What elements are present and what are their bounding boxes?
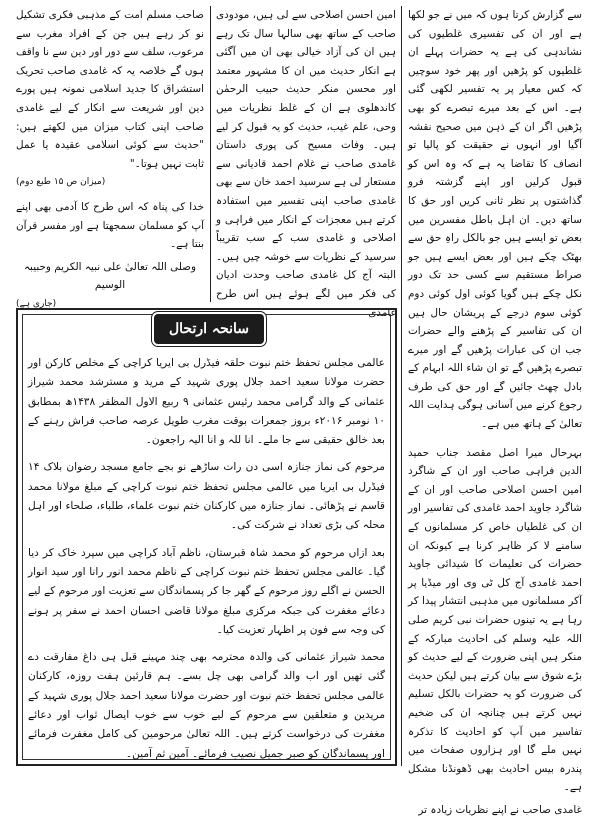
column-divider-right <box>401 6 402 766</box>
obituary-text <box>28 354 385 758</box>
middle-column <box>216 6 396 319</box>
left-column <box>16 6 204 309</box>
right-paragraph-2: بہرحال میرا اصل مقصد جناب حمید الدین فراہی صاحب اور ان کے شاگرد امین احسن اصلاحی صاحب اور ان کے شاگرد جاوید احمد غامدی کی تفاسیر اور ان کی غلطیاں خاص کر مسلمانوں کے سامنے لا کر ظاہر کرنا ہے کیونکہ ان حضرات کی تعلیمات کا شیدائی جاوید احمد غامدی آج کل ٹی وی اور میڈیا پر آکر مسلمانوں میں مذہبی انتشار پیدا کر رہا ہے یہ تینوں حضرات نبی کریم صلی اللہ علیہ وسلم کی احادیث مبارکہ کے منکر ہیں اپنی ضرورت کے لیے حدیث کو بڑے شوق سے بیان کرتے ہیں لیکن حدیث کی ضرورت کو یہ حضرات بالکل تسلیم نہیں کرتے ہیں چنانچہ ان کی ضخیم تفاسیر میں آپ کو احادیث کا تذکرہ نہیں ملے گا اور ہزاروں صفحات میں پندرہ بیس احادیث بھی ڈھونڈنا مشکل ہے۔ <box>408 446 582 794</box>
obituary-paragraph-3: بعد ازاں مرحوم کو محمد شاہ قبرستان، ناظم آباد کراچی میں سپرد خاک کر دیا گیا۔ عالمی مجلس تحفظ ختم نبوت کراچی کے ناظم محمد انور رانا اور سید انوار الحسن نے اگلے روز مرحوم کے گھر جا کر پسماندگان سے تعزیت اور مرحوم کے لیے دعائے مغفرت کی جبکہ مرکزی مبلغ مولانا قاضی احسان احمد نے سفر پر ہونے کی وجہ سے فون پر اظہار تعزیت کیا۔ <box>28 546 385 636</box>
obituary-paragraph-1: عالمی مجلس تحفظ ختم نبوت حلقہ فیڈرل بی ایریا کراچی کے مخلص کارکن اور حضرت مولانا سعید احمد جلال پوری شہید کے مرید و مسترشد محمد شیراز عثمانی کے والد گرامی محمد رئیس عثمانی ۹ ربیع الاول المظفر ۱۴۳۸ھ بمطابق ۱۰ نومبر ۲۰۱۶ء بروز جمعرات بوقت مغرب طویل عرصہ صاحب فراش رہنے کے بعد خالق حقیقی سے جا ملے۔ انا للہ و انا الیہ راجعون۔ <box>28 357 385 447</box>
continued-note: (جاری ہے) <box>16 298 57 309</box>
column-divider-left <box>210 6 211 302</box>
obituary-paragraph-2: مرحوم کی نماز جنازہ اسی دن رات ساڑھے نو بجے جامع مسجد رضوان بلاک ۱۴ فیڈرل بی ایریا میں عالمی مجلس تحفظ ختم نبوت کراچی کے مبلغ مولانا محمد قاسم نے پڑھائی۔ نماز جنازہ میں کارکنان ختم نبوت علماء، طلباء، صلحاء اور اہل محلہ کی بڑی تعداد نے شرکت کی۔ <box>28 461 385 532</box>
obituary-heading: سانحہ ارتحال <box>154 314 264 344</box>
citation: (میزان ص ۱۵ طبع دوم) <box>16 177 106 188</box>
closing-remark: خدا کی پناہ کہ اس طرح کا آدمی بھی اپنے آپ کو مسلمان سمجھتا ہے اور مفسر قرآن بنتا ہے۔ <box>16 200 204 251</box>
right-column <box>408 6 582 816</box>
left-paragraph-1: صاحب مسلم امت کے مذہبی فکری تشکیل نو کر رہے ہیں جن کے افراد مغرب سے مرعوب، سلف سے دور اور دین سے نا واقف ہوں گے خلاصہ یہ کہ غامدی صاحب تحریک استشراق کا جدید اسلامی نمونہ ہیں پورے دین اور شریعت سے انکار کے لیے غامدی صاحب اپنی کتاب میزان میں لکھتے ہیں: "حدیث سے کوئی اسلامی عقیدہ یا عمل ثابت نہیں ہوتا۔" <box>16 9 204 170</box>
obituary-paragraph-4: محمد شیراز عثمانی کی والدہ محترمہ بھی چند مہینے قبل ہی داغ مفارقت دے گئی تھیں اور اب والد گرامی بھی چل بسے۔ ہم قارئین ہفت روزہ، کارکنان عالمی مجلس تحفظ ختم نبوت اور حضرت مولانا سعید احمد جلال پوری شہید کے مریدین و متعلقین سے مرحوم کے لیے خوب سے خوب ایصال ثواب اور دعائے مغفرت کی درخواست کرتے ہیں۔ اللہ تعالیٰ مرحومین کی کامل مغفرت فرمائے اور پسماندگان کو صبر جمیل نصیب فرمائے۔ آمین ثم آمین۔ <box>28 651 385 760</box>
closing-dua: وصلی اللہ تعالیٰ علی نبیہ الکریم وحبیبہ الوسیم <box>23 260 197 292</box>
right-paragraph-3: غامدی صاحب نے اپنے نظریات زیادہ تر <box>418 803 582 816</box>
obituary-box <box>16 308 397 766</box>
middle-paragraph-1: امین احسن اصلاحی سے لی ہیں، مودودی صاحب کے ساتھ بھی سالہا سال تک رہے ہیں ان کی آزاد خیالی بھی ان میں آگئی ہے انکار حدیث میں ان کا مشہور معتمد اور محسن منکر حدیث حبیب الرحمٰن کاندھلوی ہے ان کے غلط نظریات میں وحی، علم غیب، حدیث کو یہ قبول کر لیے ہیں۔ وفات مسیح کی پوری داستان غامدی صاحب نے غلام احمد قادیانی سے مستعار لی ہے سرسید احمد خان سے بھی غامدی صاحب اپنی تفسیر میں استفادہ کرتے ہیں معجزات کے انکار میں فراہی و اصلاحی و غامدی سب کے سب تقریباً سرسید کے نظریات سے خوشہ چیں ہیں۔ البتہ آج کل غامدی صاحب وحدت ادیان کی فکر میں لگے ہوئے ہیں اس طرح غامدی <box>216 9 396 319</box>
right-paragraph-1: سے گزارش کرتا ہوں کہ میں نے جو لکھا ہے اور ان کی تفسیری غلطیوں کی نشاندہی کی ہے یہ حضرات پہلے ان غلطیوں کو پڑھیں اور پھر خود سوچیں کہ کس معیار پر یہ تفسیر لکھی گئی ہے۔ اس کے بعد میرے تبصرے کو بھی پڑھیں اگر ان کے ذہن میں صحیح نقشہ آگیا اور انہوں نے حقیقت کو پالیا تو انصاف کا تقاضا یہ ہے کہ وہ اس کو قبول کرلیں اور اپنے گزشتہ فرو گذاشتوں پر نظر ثانی کریں اور حق کا ساتھ دیں۔ ان اہل باطل مفسرین میں بعض تو ایسے ہیں جو بالکل راہِ حق سے بھٹک چکے ہیں اور بعض ایسے ہیں جو صراط مستقیم سے کسی حد تک دور نکل چکے ہیں گویا کوئی اول کوئی دوم کوئی سوم درجے کے پریشان حال ہیں ان کی تفاسیر کے پڑھنے والے حضرات جب ان کی عبارات پڑھیں گے اور میرے تبصرے پڑھیں گے تو ان شاء اللہ ابہام کے بادل چھٹ جائیں گے اور حق کی طرف رجوع کرنے میں آسانی ہوگی ہدایت اللہ تعالیٰ کے ہاتھ میں ہے۔ <box>408 9 582 431</box>
